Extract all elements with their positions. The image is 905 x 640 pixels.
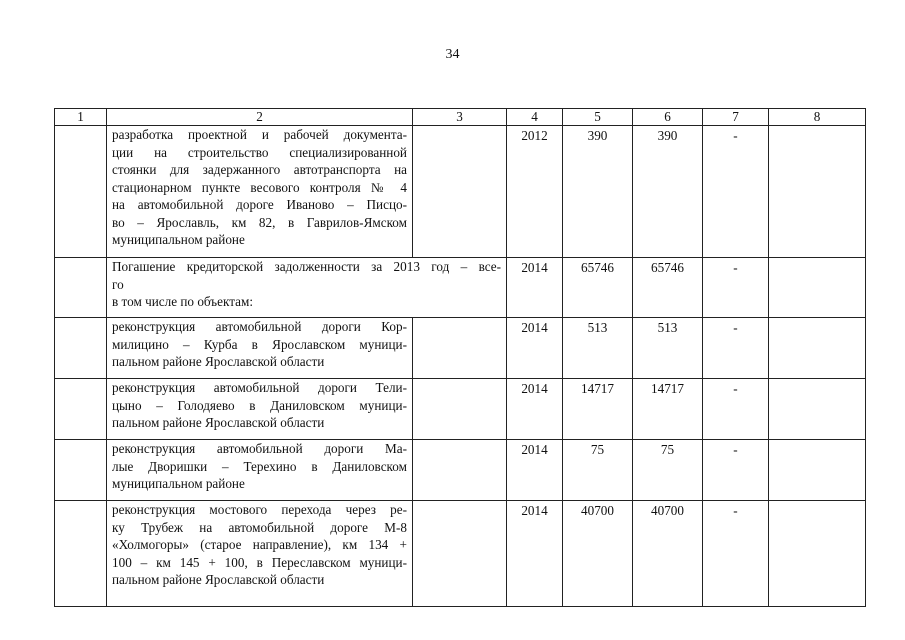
description-line: 100 – км 145 + 100, в Переславском муници- xyxy=(112,554,407,570)
row-col7-value: - xyxy=(703,318,769,379)
description-line: реконструкция автомобильной дороги Кор- xyxy=(112,319,407,334)
description-line: разработка проектной и рабочей документа- xyxy=(112,127,407,142)
header-cell-7: 7 xyxy=(703,109,769,126)
row-col7-value: - xyxy=(703,126,769,258)
row-col8-cell xyxy=(769,126,866,258)
row-year: 2014 xyxy=(507,440,563,501)
row-index-cell xyxy=(55,379,107,440)
header-cell-1: 1 xyxy=(55,109,107,126)
row-index-cell xyxy=(55,318,107,379)
row-col7-value: - xyxy=(703,258,769,318)
row-year: 2014 xyxy=(507,258,563,318)
row-description xyxy=(107,258,507,318)
row-col5-value: 14717 xyxy=(563,379,633,440)
description-line: муниципальном районе xyxy=(112,476,245,491)
table-row xyxy=(55,501,866,607)
row-col7-value: - xyxy=(703,501,769,607)
table-row xyxy=(55,379,866,440)
row-col5-value: 40700 xyxy=(563,501,633,607)
table-row xyxy=(55,258,866,318)
description-line: стационарном пункте весового контроля № 4 xyxy=(112,179,407,195)
row-col5-value: 75 xyxy=(563,440,633,501)
row-col6-value: 390 xyxy=(633,126,703,258)
row-col7-value: - xyxy=(703,440,769,501)
description-line: пальном районе Ярославской области xyxy=(112,415,325,430)
description-line: Погашение кредиторской задолженности за 2013 год – все- xyxy=(112,259,501,274)
description-line: ции на строительство специализированной xyxy=(112,144,407,160)
row-description xyxy=(107,501,413,607)
description-line: пальном районе Ярославской области xyxy=(112,572,325,587)
row-col6-value: 14717 xyxy=(633,379,703,440)
row-col6-value: 65746 xyxy=(633,258,703,318)
row-col5-value: 390 xyxy=(563,126,633,258)
row-col3-cell xyxy=(413,501,507,607)
funding-table xyxy=(54,108,866,607)
row-col6-value: 75 xyxy=(633,440,703,501)
description-line: муниципальном районе xyxy=(112,232,245,247)
row-description xyxy=(107,126,413,258)
row-col5-value: 513 xyxy=(563,318,633,379)
header-cell-6: 6 xyxy=(633,109,703,126)
row-col6-value: 40700 xyxy=(633,501,703,607)
row-year: 2012 xyxy=(507,126,563,258)
page-number: 34 xyxy=(445,47,460,62)
header-cell-5: 5 xyxy=(563,109,633,126)
description-line: пальном районе Ярославской области xyxy=(112,354,325,369)
row-year: 2014 xyxy=(507,501,563,607)
description-line: ку Трубеж на автомобильной дороге М-8 xyxy=(112,519,407,535)
description-line: цыно – Голодяево в Даниловском муници- xyxy=(112,397,407,413)
row-col3-cell xyxy=(413,318,507,379)
row-col3-cell xyxy=(413,126,507,258)
description-line: на автомобильной дороге Иваново – Писцо- xyxy=(112,197,407,212)
row-col8-cell xyxy=(769,258,866,318)
row-index-cell xyxy=(55,501,107,607)
description-line: в том числе по объектам: xyxy=(112,294,253,309)
row-col7-value: - xyxy=(703,379,769,440)
row-col8-cell xyxy=(769,501,866,607)
row-description xyxy=(107,318,413,379)
row-index-cell xyxy=(55,126,107,258)
description-line: реконструкция мостового перехода через ре- xyxy=(112,502,407,517)
row-description xyxy=(107,440,413,501)
header-cell-2: 2 xyxy=(107,109,413,126)
table-row xyxy=(55,440,866,501)
header-cell-3: 3 xyxy=(413,109,507,126)
row-description xyxy=(107,379,413,440)
description-line: го xyxy=(112,276,124,292)
header-cell-4: 4 xyxy=(507,109,563,126)
row-year: 2014 xyxy=(507,379,563,440)
description-line: милицино – Курба в Ярославском муници- xyxy=(112,336,407,352)
description-line: стоянки для задержанного автотранспорта на xyxy=(112,162,407,177)
row-col8-cell xyxy=(769,318,866,379)
row-col5-value: 65746 xyxy=(563,258,633,318)
table-header-row xyxy=(55,109,866,126)
header-cell-8: 8 xyxy=(769,109,866,126)
row-col3-cell xyxy=(413,440,507,501)
row-year: 2014 xyxy=(507,318,563,379)
row-col8-cell xyxy=(769,379,866,440)
description-line: лые Дворишки – Терехино в Даниловском xyxy=(112,458,407,474)
row-col3-cell xyxy=(413,379,507,440)
description-line: во – Ярославль, км 82, в Гаврилов-Ямском xyxy=(112,214,407,230)
table-row xyxy=(55,126,866,258)
row-index-cell xyxy=(55,258,107,318)
description-line: реконструкция автомобильной дороги Ма- xyxy=(112,441,407,456)
description-line: «Холмогоры» (старое направление), км 134 + xyxy=(112,537,407,552)
table-row xyxy=(55,318,866,379)
row-index-cell xyxy=(55,440,107,501)
row-col6-value: 513 xyxy=(633,318,703,379)
row-col8-cell xyxy=(769,440,866,501)
description-line: реконструкция автомобильной дороги Тели- xyxy=(112,380,407,395)
